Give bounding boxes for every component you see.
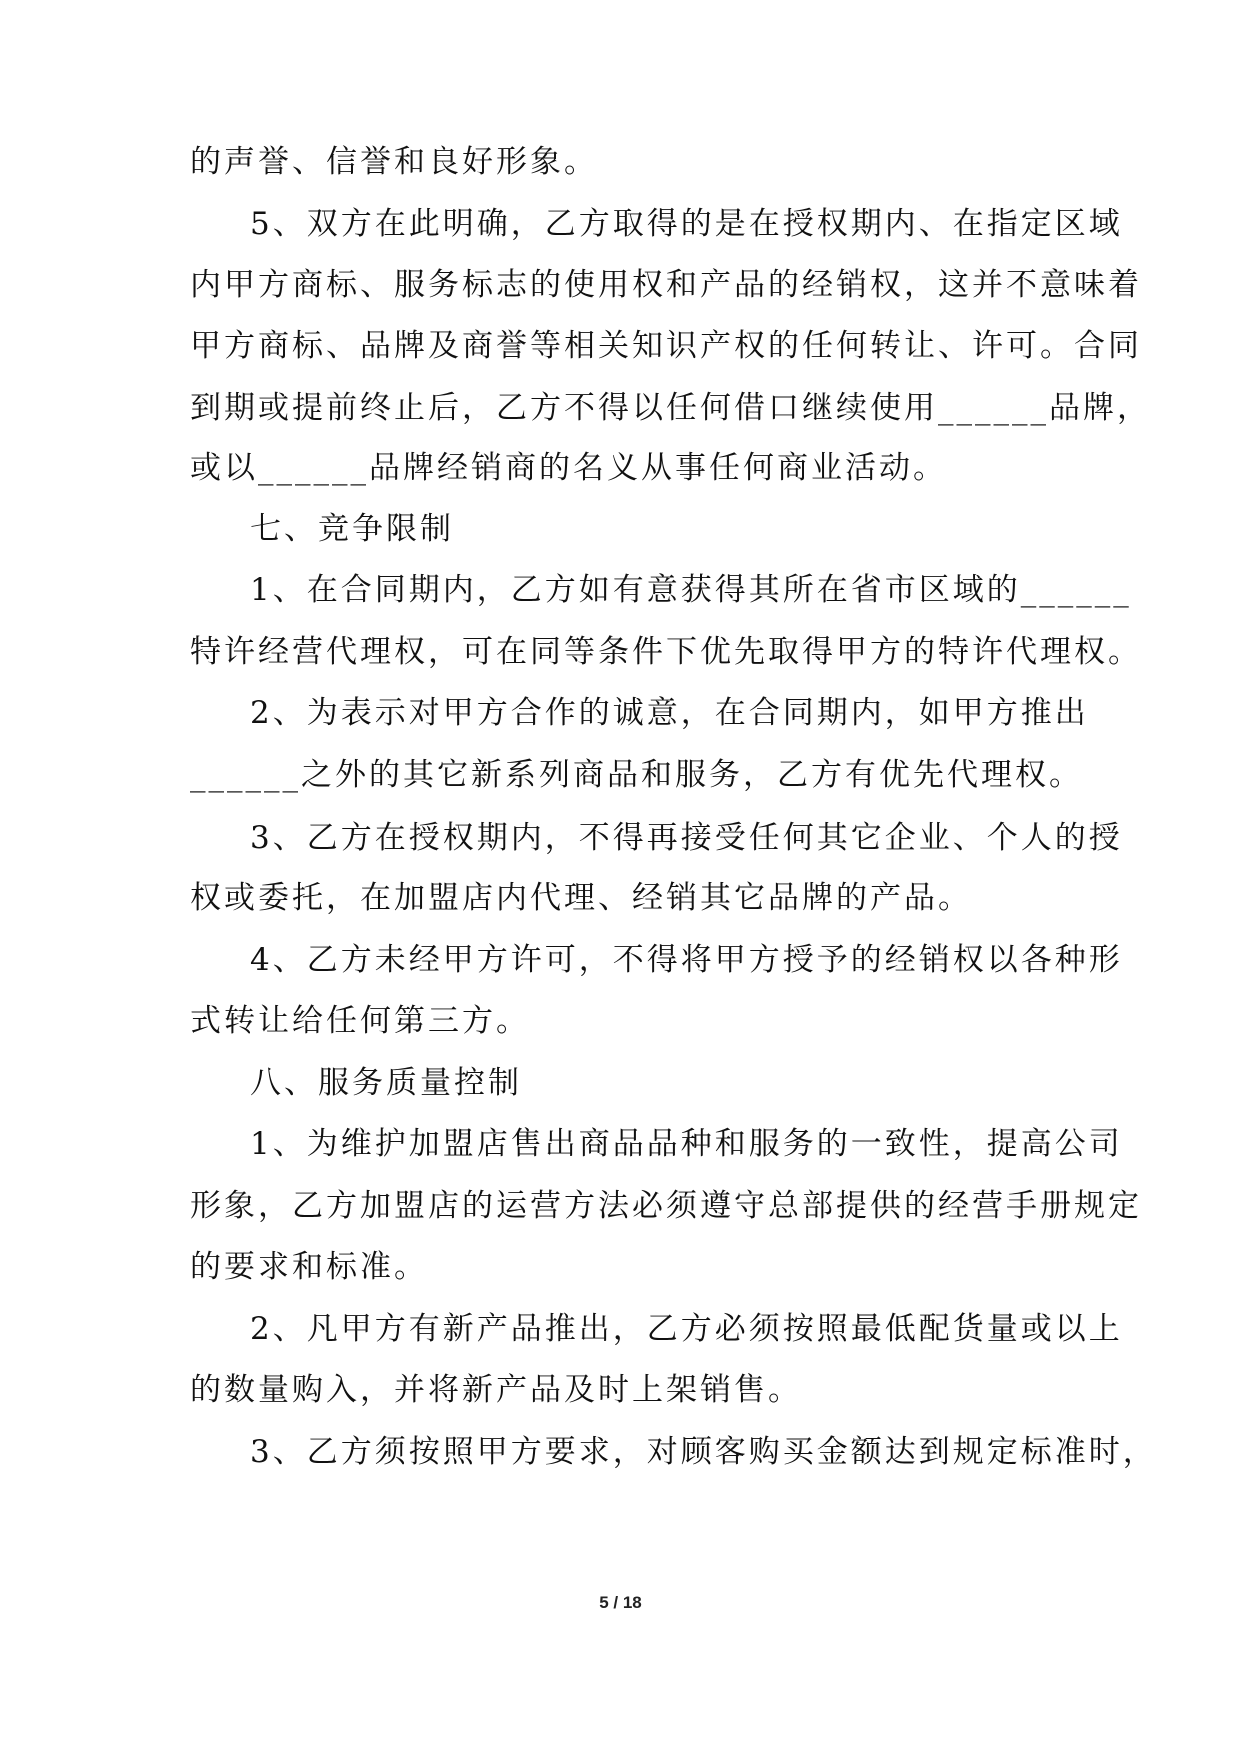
text-line: 的数量购入，并将新产品及时上架销售。 (190, 1372, 802, 1408)
text-line: 到期或提前终止后，乙方不得以任何借口继续使用______品牌， (190, 390, 1151, 426)
text-line: ______之外的其它新系列商品和服务，乙方有优先代理权。 (190, 757, 1083, 793)
text-line: 的声誉、信誉和良好形象。 (190, 144, 598, 180)
text-line: 权或委托，在加盟店内代理、经销其它品牌的产品。 (190, 880, 972, 916)
page-number: 5 / 18 (599, 1593, 642, 1612)
text-line: 甲方商标、品牌及商誉等相关知识产权的任何转让、许可。合同 (190, 328, 1142, 364)
text-line: 1、为维护加盟店售出商品品种和服务的一致性，提高公司 (250, 1126, 1123, 1162)
section-heading: 七、竞争限制 (250, 511, 454, 547)
text-line: 3、乙方在授权期内，不得再接受任何其它企业、个人的授 (250, 820, 1123, 856)
text-line: 1、在合同期内，乙方如有意获得其所在省市区域的______ (250, 572, 1132, 608)
text-line: 4、乙方未经甲方许可，不得将甲方授予的经销权以各种形 (250, 942, 1123, 978)
text-line: 5、双方在此明确，乙方取得的是在授权期内、在指定区域 (250, 206, 1123, 242)
text-line: 的要求和标准。 (190, 1249, 428, 1285)
text-line: 形象，乙方加盟店的运营方法必须遵守总部提供的经营手册规定 (190, 1188, 1142, 1224)
text-line: 2、凡甲方有新产品推出，乙方必须按照最低配货量或以上 (250, 1311, 1123, 1347)
text-line: 式转让给任何第三方。 (190, 1003, 530, 1039)
text-line: 或以______品牌经销商的名义从事任何商业活动。 (190, 450, 947, 486)
text-line: 2、为表示对甲方合作的诚意，在合同期内，如甲方推出 (250, 695, 1089, 731)
text-line: 特许经营代理权，可在同等条件下优先取得甲方的特许代理权。 (190, 634, 1142, 670)
text-line: 内甲方商标、服务标志的使用权和产品的经销权，这并不意味着 (190, 267, 1142, 303)
text-line: 3、乙方须按照甲方要求，对顾客购买金额达到规定标准时， (250, 1434, 1157, 1470)
section-heading: 八、服务质量控制 (250, 1065, 522, 1101)
